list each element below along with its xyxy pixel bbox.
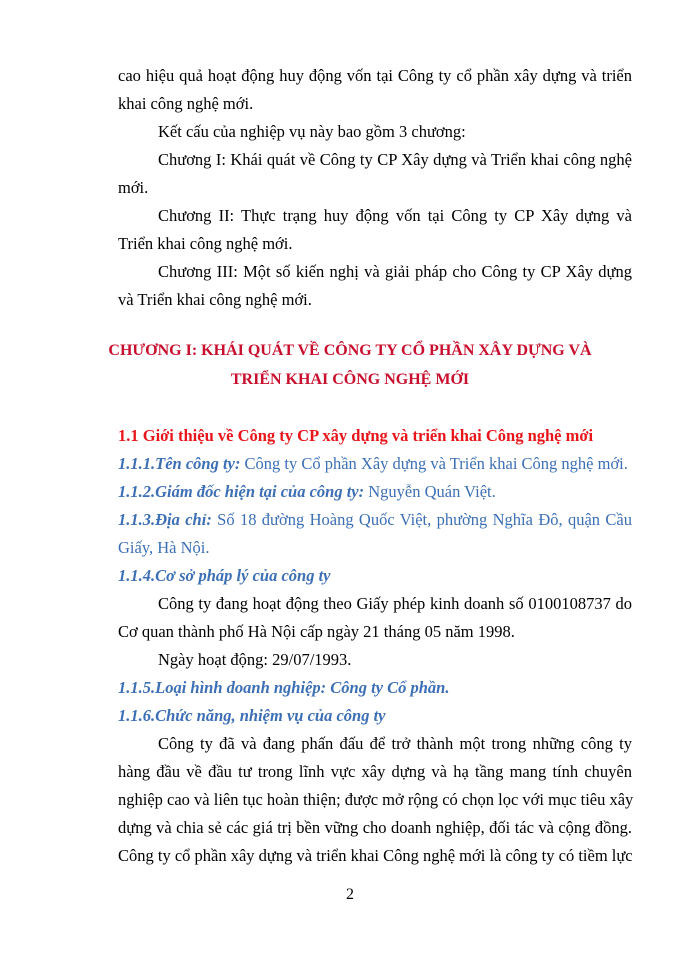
address-value: Số 18 đường Hoàng Quốc Việt, phường Nghĩa Đô, quận Cầu bbox=[211, 510, 632, 529]
chapter-2-summary-line-1: Chương II: Thực trạng huy động vốn tại Công ty CP Xây dựng và bbox=[158, 206, 632, 225]
chapter-2-summary-line-2: Triển khai công nghệ mới. bbox=[118, 234, 293, 253]
director-value: Nguyễn Quán Việt. bbox=[364, 482, 496, 501]
company-name-value: Công ty Cổ phần Xây dựng và Triển khai Công nghệ mới. bbox=[240, 454, 628, 473]
functions-line: nghiệp cao và liên tục hoàn thiện; được mở rộng có chọn lọc với mục tiêu xây bbox=[118, 790, 634, 809]
company-name-label: 1.1.1.Tên công ty: bbox=[118, 454, 241, 473]
legal-basis-line-1: Công ty đang hoạt động theo Giấy phép kinh doanh số 0100108737 do bbox=[158, 594, 632, 613]
chapter-1-summary-line-1: Chương I: Khái quát về Công ty CP Xây dựng và Triển khai công nghệ bbox=[158, 150, 632, 169]
functions-line: hàng đầu về đầu tư trong lĩnh vực xây dựng và hạ tầng mang tính chuyên bbox=[118, 762, 632, 781]
chapter-title-line-1: CHƯƠNG I: KHÁI QUÁT VỀ CÔNG TY CỔ PHẦN XÂY DỰNG VÀ bbox=[108, 342, 592, 359]
intro-paragraph-line-1: cao hiệu quả hoạt động huy động vốn tại Công ty cổ phần xây dựng và triển bbox=[118, 66, 632, 85]
chapter-3-summary-line-2: và Triển khai công nghệ mới. bbox=[118, 290, 312, 309]
chapter-3-summary-line-1: Chương III: Một số kiến nghị và giải pháp cho Công ty CP Xây dựng bbox=[158, 262, 632, 281]
section-1-1-6-heading: 1.1.6.Chức năng, nhiệm vụ của công ty bbox=[118, 706, 386, 725]
section-1-1-heading: 1.1 Giới thiệu về Công ty CP xây dựng và triển khai Công nghệ mới bbox=[118, 426, 594, 445]
section-1-1-2 bbox=[118, 482, 632, 502]
functions-line: Công ty cổ phần xây dựng và triển khai Công nghệ mới là công ty có tiềm lực bbox=[118, 846, 633, 865]
chapter-title-line-2: TRIỂN KHAI CÔNG NGHỆ MỚI bbox=[230, 371, 470, 388]
page-number: 2 bbox=[346, 886, 354, 903]
section-1-1-5-heading: 1.1.5.Loại hình doanh nghiệp: Công ty Cổ phần. bbox=[118, 678, 450, 697]
operation-date: Ngày hoạt động: 29/07/1993. bbox=[158, 650, 352, 669]
director-label: 1.1.2.Giám đốc hiện tại của công ty: bbox=[118, 482, 365, 501]
section-1-1-4-heading: 1.1.4.Cơ sở pháp lý của công ty bbox=[118, 566, 331, 585]
functions-line: Công ty đã và đang phấn đấu để trở thành một trong những công ty bbox=[158, 734, 632, 753]
structure-intro: Kết cấu của nghiệp vụ này bao gồm 3 chương: bbox=[158, 122, 466, 141]
legal-basis-line-2: Cơ quan thành phố Hà Nội cấp ngày 21 tháng 05 năm 1998. bbox=[118, 622, 515, 641]
address-value-line-2: Giấy, Hà Nội. bbox=[118, 538, 210, 557]
section-1-1-1 bbox=[118, 454, 632, 474]
functions-line: dựng và chia sẻ các giá trị bền vững cho doanh nghiệp, đối tác và cộng đồng. bbox=[118, 818, 632, 837]
address-label: 1.1.3.Địa chỉ: bbox=[118, 510, 212, 529]
section-1-1-3 bbox=[118, 510, 632, 530]
intro-paragraph-line-2: khai công nghệ mới. bbox=[118, 94, 254, 113]
chapter-1-summary-line-2: mới. bbox=[118, 178, 149, 197]
